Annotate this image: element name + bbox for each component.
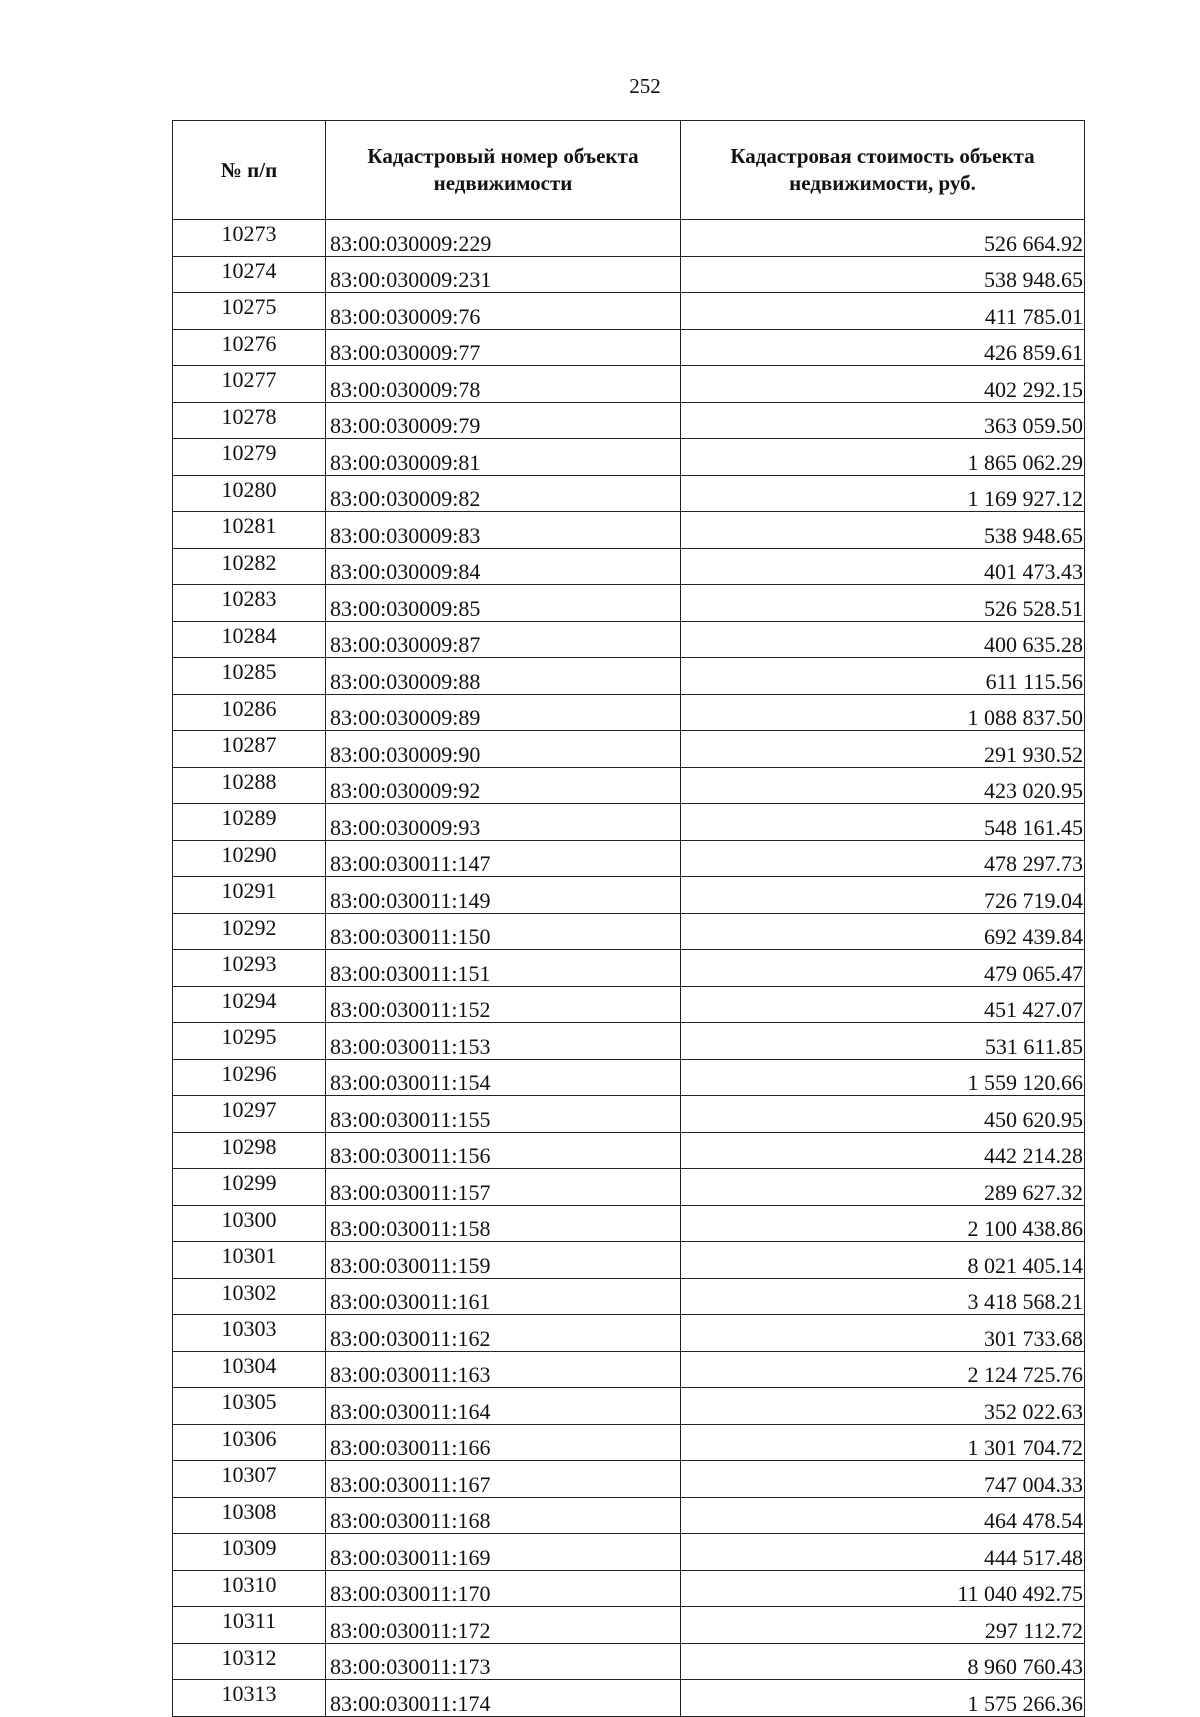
cadastral-number-cell: 83:00:030011:167 [326, 1461, 681, 1498]
table-row [173, 1461, 1085, 1498]
cadastral-number-cell: 83:00:030011:173 [326, 1643, 681, 1680]
cadastral-number-cell: 83:00:030011:153 [326, 1023, 681, 1060]
table-row [173, 512, 1085, 549]
row-number-cell: 10287 [173, 731, 326, 768]
cadastral-number-cell: 83:00:030011:149 [326, 877, 681, 914]
cadastral-value-cell: 1 865 062.29 [681, 439, 1085, 476]
cadastral-number-cell: 83:00:030011:151 [326, 950, 681, 987]
cadastral-number-cell: 83:00:030009:81 [326, 439, 681, 476]
table-row [173, 1424, 1085, 1461]
row-number-cell: 10273 [173, 220, 326, 257]
cadastral-number-cell: 83:00:030011:166 [326, 1424, 681, 1461]
cadastral-number-cell: 83:00:030011:159 [326, 1242, 681, 1279]
cadastral-number-cell: 83:00:030011:174 [326, 1680, 681, 1717]
row-number-cell: 10310 [173, 1570, 326, 1607]
row-number-cell: 10289 [173, 804, 326, 841]
row-number-cell: 10285 [173, 658, 326, 695]
table-row [173, 731, 1085, 768]
cadastral-value-cell: 548 161.45 [681, 804, 1085, 841]
table-row [173, 877, 1085, 914]
table-row [173, 1059, 1085, 1096]
cadastral-number-cell: 83:00:030011:157 [326, 1169, 681, 1206]
cadastral-value-cell: 478 297.73 [681, 840, 1085, 877]
row-number-cell: 10295 [173, 1023, 326, 1060]
cadastral-value-cell: 291 930.52 [681, 731, 1085, 768]
cadastral-number-cell: 83:00:030011:170 [326, 1570, 681, 1607]
header-cadastral-value: Кадастровая стоимость объекта недвижимости, руб. [681, 121, 1085, 220]
cadastral-number-cell: 83:00:030009:90 [326, 731, 681, 768]
cadastral-number-cell: 83:00:030009:93 [326, 804, 681, 841]
row-number-cell: 10307 [173, 1461, 326, 1498]
row-number-cell: 10296 [173, 1059, 326, 1096]
cadastral-value-cell: 11 040 492.75 [681, 1570, 1085, 1607]
row-number-cell: 10297 [173, 1096, 326, 1133]
cadastral-number-cell: 83:00:030011:150 [326, 913, 681, 950]
table-row [173, 804, 1085, 841]
cadastral-number-cell: 83:00:030009:82 [326, 475, 681, 512]
row-number-cell: 10304 [173, 1351, 326, 1388]
table-row [173, 1607, 1085, 1644]
cadastral-number-cell: 83:00:030009:87 [326, 621, 681, 658]
row-number-cell: 10298 [173, 1132, 326, 1169]
cadastral-number-cell: 83:00:030009:83 [326, 512, 681, 549]
cadastral-value-cell: 531 611.85 [681, 1023, 1085, 1060]
table-row [173, 329, 1085, 366]
table-row [173, 840, 1085, 877]
cadastral-value-cell: 3 418 568.21 [681, 1278, 1085, 1315]
table-row [173, 1023, 1085, 1060]
cadastral-value-cell: 400 635.28 [681, 621, 1085, 658]
row-number-cell: 10300 [173, 1205, 326, 1242]
cadastral-number-cell: 83:00:030011:162 [326, 1315, 681, 1352]
table-header-row [173, 121, 1085, 220]
row-number-cell: 10303 [173, 1315, 326, 1352]
cadastral-number-cell: 83:00:030009:229 [326, 220, 681, 257]
cadastral-table-container [172, 120, 1084, 1717]
cadastral-value-cell: 444 517.48 [681, 1534, 1085, 1571]
row-number-cell: 10313 [173, 1680, 326, 1717]
cadastral-value-cell: 401 473.43 [681, 548, 1085, 585]
table-row [173, 439, 1085, 476]
row-number-cell: 10305 [173, 1388, 326, 1425]
row-number-cell: 10278 [173, 402, 326, 439]
table-row [173, 1534, 1085, 1571]
cadastral-value-cell: 1 088 837.50 [681, 694, 1085, 731]
cadastral-value-cell: 526 528.51 [681, 585, 1085, 622]
cadastral-value-cell: 8 960 760.43 [681, 1643, 1085, 1680]
cadastral-number-cell: 83:00:030011:168 [326, 1497, 681, 1534]
cadastral-value-cell: 1 575 266.36 [681, 1680, 1085, 1717]
row-number-cell: 10277 [173, 366, 326, 403]
table-row [173, 767, 1085, 804]
cadastral-value-cell: 8 021 405.14 [681, 1242, 1085, 1279]
cadastral-number-cell: 83:00:030009:85 [326, 585, 681, 622]
cadastral-number-cell: 83:00:030011:158 [326, 1205, 681, 1242]
cadastral-value-cell: 538 948.65 [681, 256, 1085, 293]
table-row [173, 366, 1085, 403]
cadastral-number-cell: 83:00:030011:147 [326, 840, 681, 877]
cadastral-value-cell: 1 169 927.12 [681, 475, 1085, 512]
cadastral-value-cell: 2 100 438.86 [681, 1205, 1085, 1242]
cadastral-value-cell: 301 733.68 [681, 1315, 1085, 1352]
cadastral-number-cell: 83:00:030009:89 [326, 694, 681, 731]
row-number-cell: 10308 [173, 1497, 326, 1534]
cadastral-number-cell: 83:00:030011:156 [326, 1132, 681, 1169]
cadastral-value-cell: 451 427.07 [681, 986, 1085, 1023]
cadastral-number-cell: 83:00:030011:161 [326, 1278, 681, 1315]
table-row [173, 548, 1085, 585]
table-row [173, 475, 1085, 512]
table-row [173, 293, 1085, 330]
table-row [173, 220, 1085, 257]
cadastral-value-cell: 611 115.56 [681, 658, 1085, 695]
cadastral-number-cell: 83:00:030009:78 [326, 366, 681, 403]
table-row [173, 1497, 1085, 1534]
cadastral-number-cell: 83:00:030009:76 [326, 293, 681, 330]
cadastral-value-cell: 692 439.84 [681, 913, 1085, 950]
row-number-cell: 10283 [173, 585, 326, 622]
table-row [173, 986, 1085, 1023]
cadastral-value-table [172, 120, 1085, 1717]
table-row [173, 1169, 1085, 1206]
header-cadastral-number: Кадастровый номер объекта недвижимости [326, 121, 681, 220]
cadastral-value-cell: 538 948.65 [681, 512, 1085, 549]
table-row [173, 950, 1085, 987]
table-row [173, 585, 1085, 622]
cadastral-value-cell: 2 124 725.76 [681, 1351, 1085, 1388]
table-row [173, 256, 1085, 293]
cadastral-value-cell: 726 719.04 [681, 877, 1085, 914]
row-number-cell: 10275 [173, 293, 326, 330]
table-row [173, 1096, 1085, 1133]
row-number-cell: 10281 [173, 512, 326, 549]
table-row [173, 621, 1085, 658]
table-row [173, 1680, 1085, 1717]
table-row [173, 1643, 1085, 1680]
table-row [173, 1570, 1085, 1607]
cadastral-number-cell: 83:00:030011:152 [326, 986, 681, 1023]
cadastral-value-cell: 363 059.50 [681, 402, 1085, 439]
cadastral-number-cell: 83:00:030011:172 [326, 1607, 681, 1644]
cadastral-number-cell: 83:00:030009:77 [326, 329, 681, 366]
cadastral-number-cell: 83:00:030009:92 [326, 767, 681, 804]
row-number-cell: 10294 [173, 986, 326, 1023]
cadastral-value-cell: 289 627.32 [681, 1169, 1085, 1206]
row-number-cell: 10311 [173, 1607, 326, 1644]
row-number-cell: 10292 [173, 913, 326, 950]
cadastral-number-cell: 83:00:030011:169 [326, 1534, 681, 1571]
row-number-cell: 10312 [173, 1643, 326, 1680]
cadastral-value-cell: 426 859.61 [681, 329, 1085, 366]
header-row-number: № п/п [173, 121, 326, 220]
cadastral-value-cell: 526 664.92 [681, 220, 1085, 257]
row-number-cell: 10299 [173, 1169, 326, 1206]
cadastral-number-cell: 83:00:030009:79 [326, 402, 681, 439]
row-number-cell: 10291 [173, 877, 326, 914]
cadastral-value-cell: 402 292.15 [681, 366, 1085, 403]
table-row [173, 1205, 1085, 1242]
row-number-cell: 10293 [173, 950, 326, 987]
row-number-cell: 10288 [173, 767, 326, 804]
cadastral-value-cell: 479 065.47 [681, 950, 1085, 987]
row-number-cell: 10282 [173, 548, 326, 585]
cadastral-value-cell: 352 022.63 [681, 1388, 1085, 1425]
row-number-cell: 10276 [173, 329, 326, 366]
table-row [173, 1351, 1085, 1388]
cadastral-value-cell: 1 301 704.72 [681, 1424, 1085, 1461]
table-row [173, 1132, 1085, 1169]
cadastral-number-cell: 83:00:030009:84 [326, 548, 681, 585]
row-number-cell: 10301 [173, 1242, 326, 1279]
row-number-cell: 10274 [173, 256, 326, 293]
row-number-cell: 10306 [173, 1424, 326, 1461]
cadastral-value-cell: 450 620.95 [681, 1096, 1085, 1133]
table-row [173, 694, 1085, 731]
cadastral-value-cell: 1 559 120.66 [681, 1059, 1085, 1096]
table-row [173, 1278, 1085, 1315]
cadastral-number-cell: 83:00:030009:231 [326, 256, 681, 293]
row-number-cell: 10302 [173, 1278, 326, 1315]
row-number-cell: 10286 [173, 694, 326, 731]
table-row [173, 1315, 1085, 1352]
row-number-cell: 10290 [173, 840, 326, 877]
cadastral-value-cell: 464 478.54 [681, 1497, 1085, 1534]
cadastral-number-cell: 83:00:030011:164 [326, 1388, 681, 1425]
cadastral-value-cell: 411 785.01 [681, 293, 1085, 330]
cadastral-number-cell: 83:00:030009:88 [326, 658, 681, 695]
row-number-cell: 10309 [173, 1534, 326, 1571]
table-body [173, 220, 1085, 1717]
cadastral-value-cell: 297 112.72 [681, 1607, 1085, 1644]
cadastral-value-cell: 747 004.33 [681, 1461, 1085, 1498]
table-row [173, 402, 1085, 439]
table-row [173, 658, 1085, 695]
table-row [173, 913, 1085, 950]
table-row [173, 1388, 1085, 1425]
cadastral-number-cell: 83:00:030011:154 [326, 1059, 681, 1096]
table-row [173, 1242, 1085, 1279]
cadastral-number-cell: 83:00:030011:155 [326, 1096, 681, 1133]
cadastral-value-cell: 442 214.28 [681, 1132, 1085, 1169]
row-number-cell: 10284 [173, 621, 326, 658]
cadastral-number-cell: 83:00:030011:163 [326, 1351, 681, 1388]
row-number-cell: 10280 [173, 475, 326, 512]
page-number: 252 [629, 74, 661, 98]
row-number-cell: 10279 [173, 439, 326, 476]
cadastral-value-cell: 423 020.95 [681, 767, 1085, 804]
